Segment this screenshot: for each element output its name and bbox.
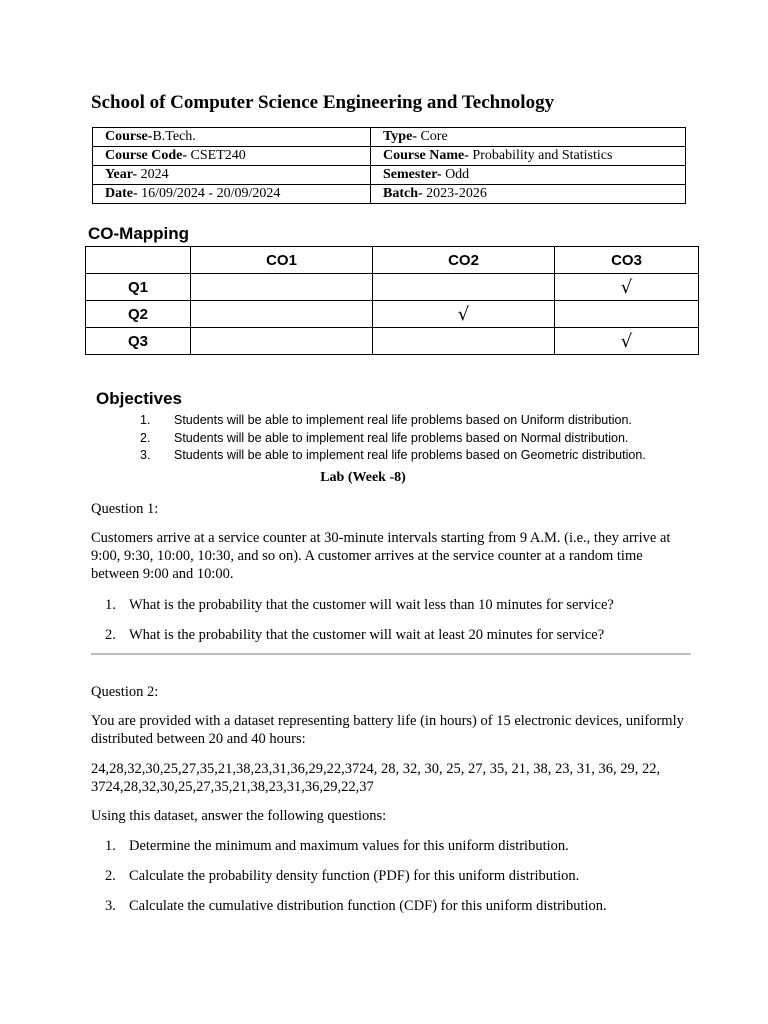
co-header-co2: CO2: [373, 247, 555, 274]
list-item: [140, 430, 700, 448]
course-name-cell: [371, 147, 686, 166]
date-value: 16/09/2024 - 20/09/2024: [137, 186, 281, 201]
course-code-cell: [93, 147, 371, 166]
list-number: 3.: [140, 448, 151, 462]
question2-dataset: 24,28,32,30,25,27,35,21,38,23,31,36,29,22,3724, 28, 32, 30, 25, 27, 35, 21, 38, 23, 31, 36, 29, 22, 3724,28,32,30,25,27,35,21,38,23,31,36,29,22,37: [91, 761, 661, 795]
year-value: 2024: [137, 167, 169, 182]
course-cell: [93, 128, 371, 147]
objective-text: Students will be able to implement real life problems based on Normal distribution.: [174, 430, 629, 445]
semester-cell: [371, 166, 686, 185]
list-number: 2.: [105, 868, 116, 884]
date-cell: [93, 185, 371, 204]
co-cell: [191, 328, 373, 355]
course-value: B.Tech.: [152, 129, 196, 144]
date-label: Date-: [105, 186, 138, 201]
list-number: 2.: [105, 627, 116, 643]
co-check-mark: √: [555, 274, 699, 301]
list-item: [140, 412, 700, 430]
semester-value: Odd: [441, 167, 470, 182]
list-text: Calculate the cumulative distribution function (CDF) for this uniform distribution.: [129, 898, 607, 914]
co-cell: [191, 301, 373, 328]
question2-list: [105, 837, 705, 927]
semester-label: Semester-: [383, 167, 442, 182]
co-cell: [191, 274, 373, 301]
list-item: [140, 447, 700, 465]
co-check-mark: √: [555, 328, 699, 355]
objectives-list: [140, 412, 700, 465]
co-mapping-table: [85, 246, 699, 355]
course-label: Course-: [105, 129, 153, 144]
info-row: [93, 166, 686, 185]
list-item: [105, 867, 705, 897]
co-header-row: [86, 247, 699, 274]
list-text: What is the probability that the customer will wait less than 10 minutes for service?: [129, 597, 614, 613]
list-number: 2.: [140, 430, 151, 445]
batch-value: 2023-2026: [422, 186, 487, 201]
info-row: [93, 147, 686, 166]
list-number: 1.: [140, 413, 151, 427]
list-number: 1.: [105, 838, 116, 854]
year-cell: [93, 166, 371, 185]
course-code-value: CSET240: [187, 148, 246, 163]
question1-label: Question 1:: [91, 501, 159, 517]
objective-text: Students will be able to implement real life problems based on Geometric distribution.: [174, 448, 646, 462]
horizontal-divider: [91, 653, 691, 655]
type-value: Core: [416, 129, 448, 144]
question2-instructions: Using this dataset, answer the following questions:: [91, 808, 387, 824]
list-item: [105, 897, 705, 927]
co-question-label: Q1: [86, 274, 191, 301]
co-header-co1: CO1: [191, 247, 373, 274]
course-info-table: [92, 127, 686, 204]
co-row-q1: [86, 274, 699, 301]
question1-body: Customers arrive at a service counter at 30-minute intervals starting from 9 A.M. (i.e., they arrive at 9:00, 9:30, 10:00, 10:30, and so on). A customer arrives at the service counter at a random time between 9:00 and 10:00.: [91, 530, 671, 582]
co-row-q2: [86, 301, 699, 328]
course-name-label: Course Name-: [383, 148, 469, 163]
info-row: [93, 128, 686, 147]
objectives-title: Objectives: [96, 389, 182, 408]
type-label: Type-: [383, 129, 417, 144]
year-label: Year-: [105, 167, 138, 182]
list-number: 1.: [105, 597, 116, 613]
co-check-mark: √: [373, 301, 555, 328]
list-text: Determine the minimum and maximum values for this uniform distribution.: [129, 838, 569, 854]
question1-list: [105, 596, 705, 656]
question2-label: Question 2:: [91, 684, 159, 700]
type-cell: [371, 128, 686, 147]
list-number: 3.: [105, 898, 116, 914]
list-text: Calculate the probability density function (PDF) for this uniform distribution.: [129, 868, 580, 884]
batch-cell: [371, 185, 686, 204]
list-item: [105, 596, 705, 626]
co-cell: [373, 328, 555, 355]
list-text: What is the probability that the customer will wait at least 20 minutes for service?: [129, 627, 605, 643]
co-question-label: Q3: [86, 328, 191, 355]
list-item: [105, 626, 705, 656]
co-cell: [373, 274, 555, 301]
co-row-q3: [86, 328, 699, 355]
school-title: School of Computer Science Engineering and Technology: [91, 92, 555, 113]
batch-label: Batch-: [383, 186, 423, 201]
course-name-value: Probability and Statistics: [468, 148, 613, 163]
co-header-blank: [86, 247, 191, 274]
co-header-co3: CO3: [555, 247, 699, 274]
lab-title: Lab (Week -8): [320, 470, 406, 485]
course-code-label: Course Code-: [105, 148, 188, 163]
co-cell: [555, 301, 699, 328]
co-mapping-title: CO-Mapping: [88, 224, 190, 243]
co-question-label: Q2: [86, 301, 191, 328]
info-row: [93, 185, 686, 204]
list-item: [105, 837, 705, 867]
question2-body: You are provided with a dataset representing battery life (in hours) of 15 electronic devices, uniformly distributed between 20 and 40 hours:: [91, 713, 684, 747]
objective-text: Students will be able to implement real life problems based on Uniform distribution.: [174, 413, 632, 427]
